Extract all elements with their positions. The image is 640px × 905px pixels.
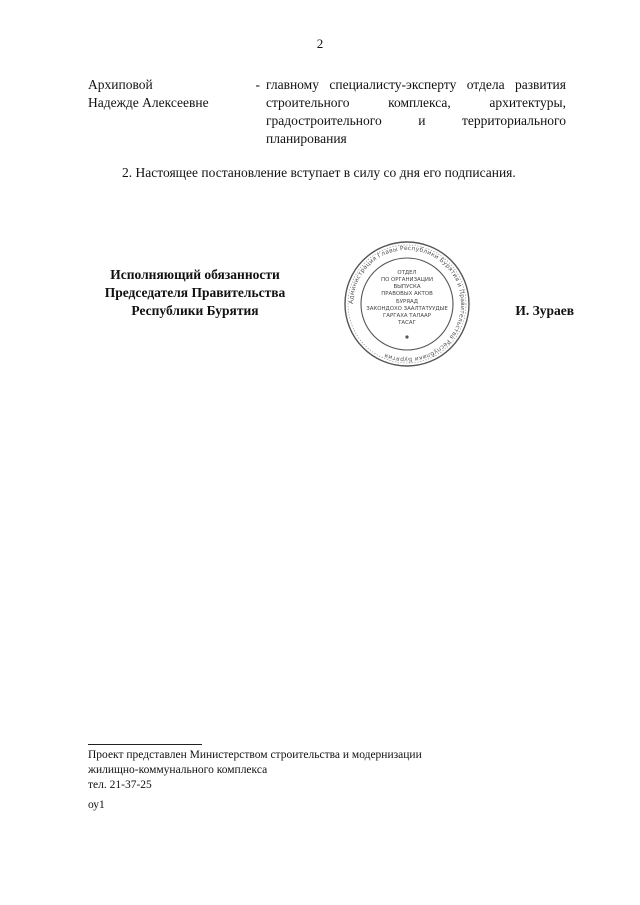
seal-line-6: ЗАКОНДОХО ЗААЛТАТУУДЫЕ bbox=[366, 306, 448, 312]
document-code: оу1 bbox=[88, 799, 105, 811]
signatory-title bbox=[70, 266, 320, 320]
clause-2: 2. Настоящее постановление вступает в силу со дня его подписания. bbox=[122, 165, 516, 180]
seal-line-8: ТАСАГ bbox=[398, 320, 416, 326]
seal-ring-text: Администрация Главы Республики Бурятия и Правительства Республики Бурятия bbox=[347, 244, 467, 364]
footnote-line-1: Проект представлен Министерством строительства и модернизации bbox=[88, 749, 422, 761]
seal-line-5: БУРЯАД bbox=[396, 299, 418, 305]
seal-line-7: ГАРГАХА ТАЛААР bbox=[383, 313, 431, 319]
appointee-name bbox=[88, 76, 238, 112]
entry-dash: - bbox=[255, 77, 260, 92]
page-number: 2 bbox=[316, 36, 324, 51]
seal-line-4: ПРАВОВЫХ АКТОВ bbox=[381, 291, 433, 297]
seal-line-3: ВЫПУСКА bbox=[393, 284, 421, 290]
footnote bbox=[88, 748, 558, 793]
appointee-surname: Архиповой bbox=[88, 77, 153, 92]
signatory-title-line-3: Республики Бурятия bbox=[131, 303, 259, 318]
seal-line-1: ОТДЕЛ bbox=[397, 270, 417, 276]
signatory-name: И. Зураев bbox=[515, 303, 574, 318]
appointee-position: главному специалисту-эксперту отдела развития строительного комплекса, архитектуры, градостроительного и территориального планирования bbox=[266, 77, 566, 146]
footnote-phone: тел. 21-37-25 bbox=[88, 779, 152, 791]
official-seal-stamp bbox=[340, 240, 474, 368]
footnote-line-2: жилищно-коммунального комплекса bbox=[88, 764, 268, 776]
footnote-divider bbox=[88, 744, 202, 745]
signatory-title-line-1: Исполняющий обязанности bbox=[110, 267, 280, 282]
appointee-given-names: Надежде Алексеевне bbox=[88, 95, 209, 110]
signatory-title-line-2: Председателя Правительства bbox=[104, 285, 286, 300]
seal-line-2: ПО ОРГАНИЗАЦИИ bbox=[381, 277, 433, 283]
